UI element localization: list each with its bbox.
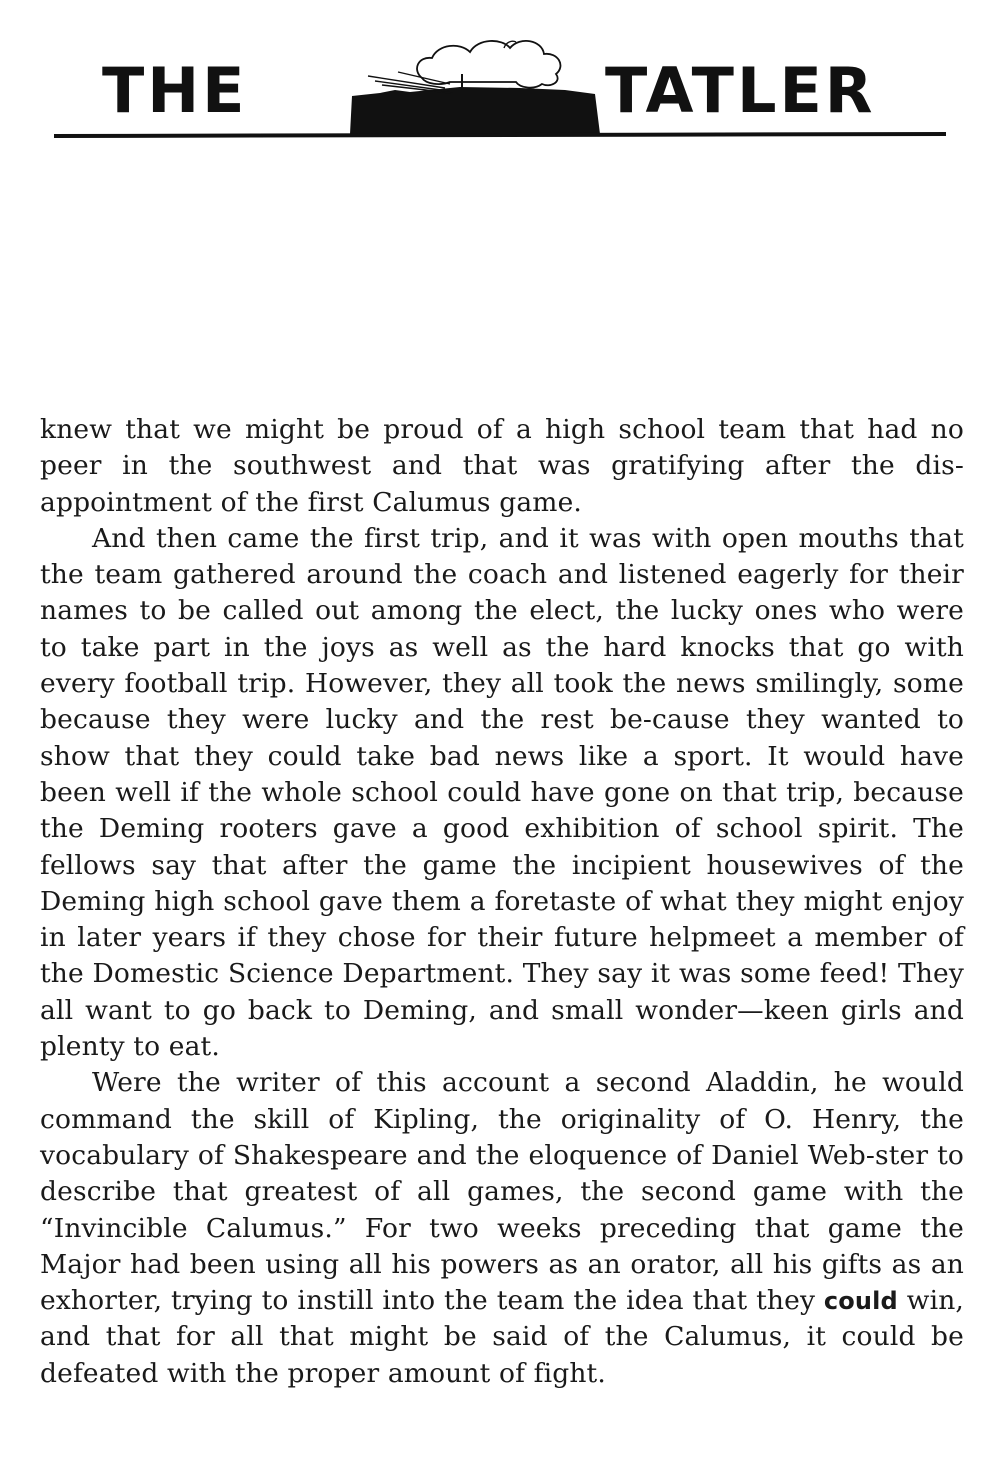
paragraph: knew that we might be proud of a high school team that had no peer in the southwest and that was gratifying after the dis-appointment of the first Calumus game. [40, 414, 964, 518]
masthead-graphic [50, 30, 950, 145]
masthead [50, 30, 950, 145]
paragraph [40, 1065, 964, 1392]
paragraph: And then came the first trip, and it was with open mouths that the team gathered around the coach and listened eagerly for their names to be called out among the elect, the lucky ones who were to take part in the joys as well as the hard knocks that go with every football trip. However, they all took the news smilingly, some because they were lucky and the rest be-cause they wanted to show that they could take bad news like a sport. It would have been well if the whole school could have gone on that trip, because the Deming rooters gave a good exhibition of school spirit. The fellows say that after the game the incipient housewives of the Deming high school gave them a foretaste of what they might enjoy in later years if they chose for their future helpmeet a member of the Domestic Science Department. They say it was some feed! They all want to go back to Deming, and small wonder—keen girls and plenty to eat. [40, 522, 964, 1063]
paragraph-text: Were the writer of this account a second Aladdin, he would command the skill of Kipling, the originality of O. Henry, the vocabulary of Shakespeare and the eloquence of Daniel Web-ster to describe that greatest of all games, the second game with the “Invincible Calumus.” For two weeks preceding that game the Major had been using all his powers as an orator, all his gifts as an exhorter, trying to instill into the team the idea that they [40, 1067, 964, 1317]
mesa-silhouette-icon [350, 87, 600, 134]
masthead-right-word: TATLER [605, 54, 876, 127]
wind-lines-icon [368, 72, 452, 93]
cloud-icon [417, 41, 560, 88]
article-body [40, 412, 964, 1392]
bold-word: could [823, 1287, 898, 1316]
paragraph-text: win, and that for all that might be said of the Calumus, it could be defeated with the proper amount of fight. [40, 1285, 964, 1389]
masthead-left-word: THE [102, 54, 248, 127]
